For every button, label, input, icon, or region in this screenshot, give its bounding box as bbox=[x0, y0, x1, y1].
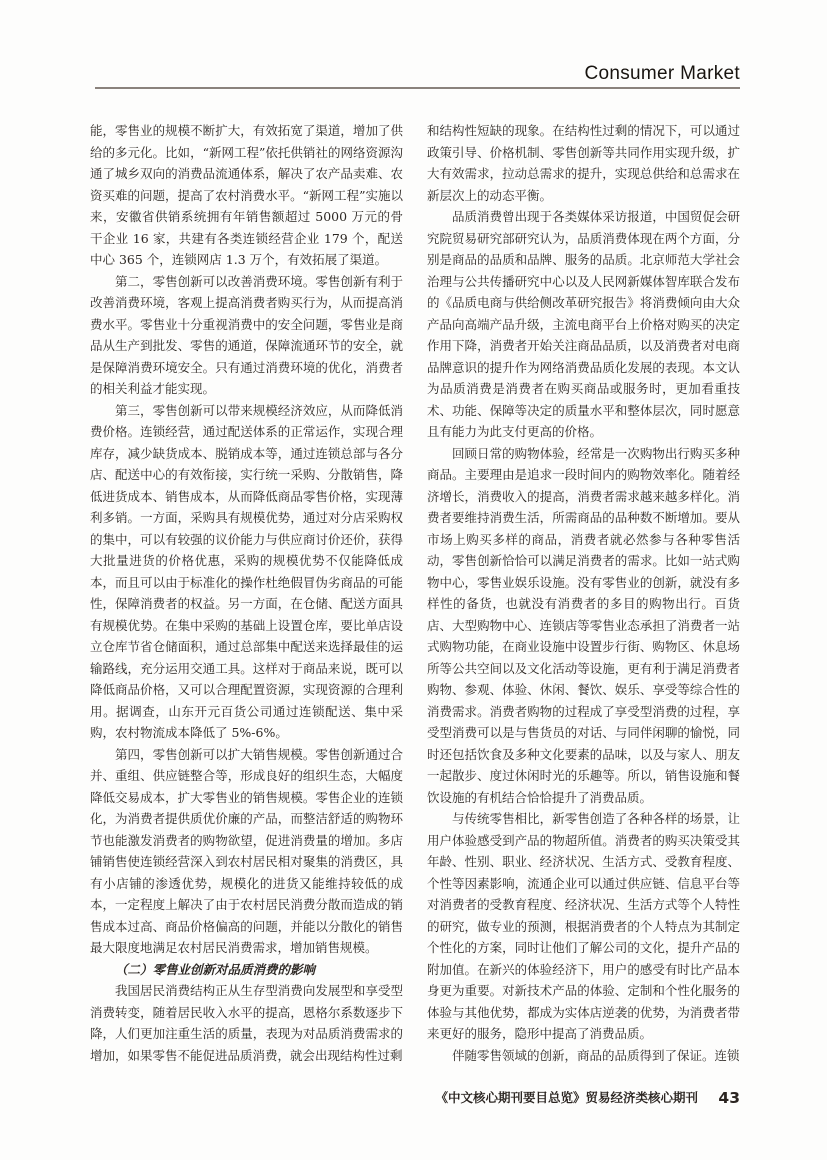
paragraph-continuation: 能，零售业的规模不断扩大，有效拓宽了渠道，增加了供给的多元化。比如，“新网工程”依托供销社的网络资源沟通了城乡双向的消费品流通体系，解决了农产品卖难、农资买难的问题，提高了农村消费水平。“新网工程”实施以来，安徽省供销系统拥有年销售额超过 5000 万元的骨干企业 16 家，共建有各类连锁经营企业 179 个，配送中心 365 个，连锁网店 1.3 万个，有效拓展了渠道。 bbox=[90, 123, 403, 267]
journal-index-label: 《中文核心期刊要目总览》贸易经济类核心期刊 bbox=[435, 1090, 699, 1105]
paragraph: 伴随零售领域的创新，商品的品质得到了保证。连锁 bbox=[452, 1047, 740, 1063]
article-body bbox=[90, 120, 740, 1066]
page-header bbox=[95, 0, 740, 89]
paragraph: 我国居民消费结构正从生存型消费向发展型和享受型消费转变，随着居民收入水平的提高，恩格尔系数逐步下降，人们更加注重生活的质量，表现为对品质消费需求的增加，如果零售不能促进品质消费，就会出现结构性过剩 bbox=[90, 983, 403, 1063]
running-head-title: Consumer Market bbox=[584, 63, 740, 84]
left-column bbox=[90, 120, 403, 1066]
page-number: 43 bbox=[718, 1089, 740, 1107]
paragraph: 第二，零售创新可以改善消费环境。零售创新有利于改善消费环境，客观上提高消费者购买行为，从而提高消费水平。零售业十分重视消费中的安全问题，零售业是商品从生产到批发、零售的通道，保障流通环节的安全，就是保障消费环境安全。只有通过消费环境的优化，消费者的相关利益才能实现。 bbox=[90, 273, 403, 396]
paragraph: 第三，零售创新可以带来规模经济效应，从而降低消费价格。连锁经营，通过配送体系的正常运作，实现合理库存，减少缺货成本、脱销成本等，通过连锁总部与各分店、配送中心的有效衔接，实行统一采购、分散销售，降低进货成本、销售成本，从而降低商品零售价格，实现薄利多销。一方面，采购具有规模优势，通过对分店采购权的集中，可以有较强的议价能力与供应商讨价还价，获得大批量进货的价格优惠，采购的规模优势不仅能降低成本，而且可以由于标准化的操作杜绝假冒伪劣商品的可能性，保障消费者的权益。另一方面，在仓储、配送方面具有规模优势。在集中采购的基础上设置仓库，要比单店设立仓库节省仓储面积，通过总部集中配送来选择最佳的运输路线，充分运用交通工具。这样对于商品来说，既可以降低商品价格，又可以合理配置资源，实现资源的合理利用。据调查，山东开元百货公司通过连锁配送、集中采购，农村物流成本降低了 5%-6%。 bbox=[90, 402, 403, 740]
paragraph: 回顾日常的购物体验，经常是一次购物出行购买多种商品。主要理由是追求一段时间内的购物效率化。随着经济增长，消费收入的提高，消费者需求越来越多样化。消费者要维持消费生活，所需商品的品种数不断增加。要从市场上购买多样的商品，消费者就必然参与各种零售活动，零售创新恰恰可以满足消费者的需求。比如一站式购物中心，零售业娱乐设施。没有零售业的创新，就没有多样性的备货，也就没有消费者的多目的购物出行。百货店、大型购物中心、连锁店等零售业态承担了消费者一站式购物功能，在商业设施中设置步行街、购物区、休息场所等公共空间以及文化活动等设施，更有利于满足消费者购物、参观、体验、休闲、餐饮、娱乐、享受等综合性的消费需求。消费者购物的过程成了享受型消费的过程，享受型消费可以是与售货员的对话、与同伴闲聊的愉悦，同时还包括饮食及多种文化要素的品味，以及与家人、朋友一起散步、度过休闲时光的乐趣等。所以，销售设施和餐饮设施的有机结合恰恰提升了消费品质。 bbox=[427, 445, 740, 805]
right-column bbox=[427, 120, 740, 1066]
page-footer bbox=[95, 1090, 740, 1106]
section-heading: （二）零售业创新对品质消费的影响 bbox=[115, 961, 316, 977]
paragraph: 第四，零售创新可以扩大销售规模。零售创新通过合并、重组、供应链整合等，形成良好的组织生态，大幅度降低交易成本，扩大零售业的销售规模。零售企业的连锁化，为消费者提供质优价廉的产品，而整洁舒适的购物环节也能激发消费者的购物欲望，促进消费量的增加。多店铺销售使连锁经营深入到农村居民相对聚集的消费区，具有小店铺的渗透优势，规模化的进货又能维持较低的成本，一定程度上解决了由于农村居民消费分散而造成的销售成本过高、商品价格偏高的问题，并能以分散化的销售最大限度地满足农村居民消费需求，增加销售规模。 bbox=[90, 746, 403, 955]
paragraph-continuation: 和结构性短缺的现象。在结构性过剩的情况下，可以通过政策引导、价格机制、零售创新等共同作用实现升级，扩大有效需求，拉动总需求的提升，实现总供给和总需求在新层次上的动态平衡。 bbox=[427, 123, 740, 203]
header-rule bbox=[95, 87, 740, 89]
paragraph: 品质消费曾出现于各类媒体采访报道，中国贸促会研究院贸易研究部研究认为，品质消费体现在两个方面，分别是商品的品质和品牌、服务的品质。北京师范大学社会治理与公共传播研究中心以及人民网新媒体智库联合发布的《品质电商与供给侧改革研究报告》将消费倾向由大众产品向高端产品升级，主流电商平台上价格对购买的决定作用下降，消费者开始关注商品品质，以及消费者对电商品牌意识的提升作为网络消费品质化发展的表现。本文认为品质消费是消费者在购买商品或服务时，更加看重技术、功能、保障等决定的质量水平和整体层次，同时愿意且有能力为此支付更高的价格。 bbox=[427, 209, 740, 439]
paragraph: 与传统零售相比，新零售创造了各种各样的场景，让用户体验感受到产品的物超所值。消费者的购买决策受其年龄、性别、职业、经济状况、生活方式、受教育程度、个性等因素影响，流通企业可以通过供应链、信息平台等对消费者的受教育程度、经济状况、生活方式等个人特性的研究，做专业的预测，根据消费者的个人特点为其制定个性化的方案，同时让他们了解公司的文化，提升产品的附加值。在新兴的体验经济下，用户的感受有时比产品本身更为重要。对新技术产品的体验、定制和个性化服务的体验与其他优势，都成为实体店逆袭的优势，为消费者带来更好的服务，隐形中提高了消费品质。 bbox=[427, 811, 740, 1041]
